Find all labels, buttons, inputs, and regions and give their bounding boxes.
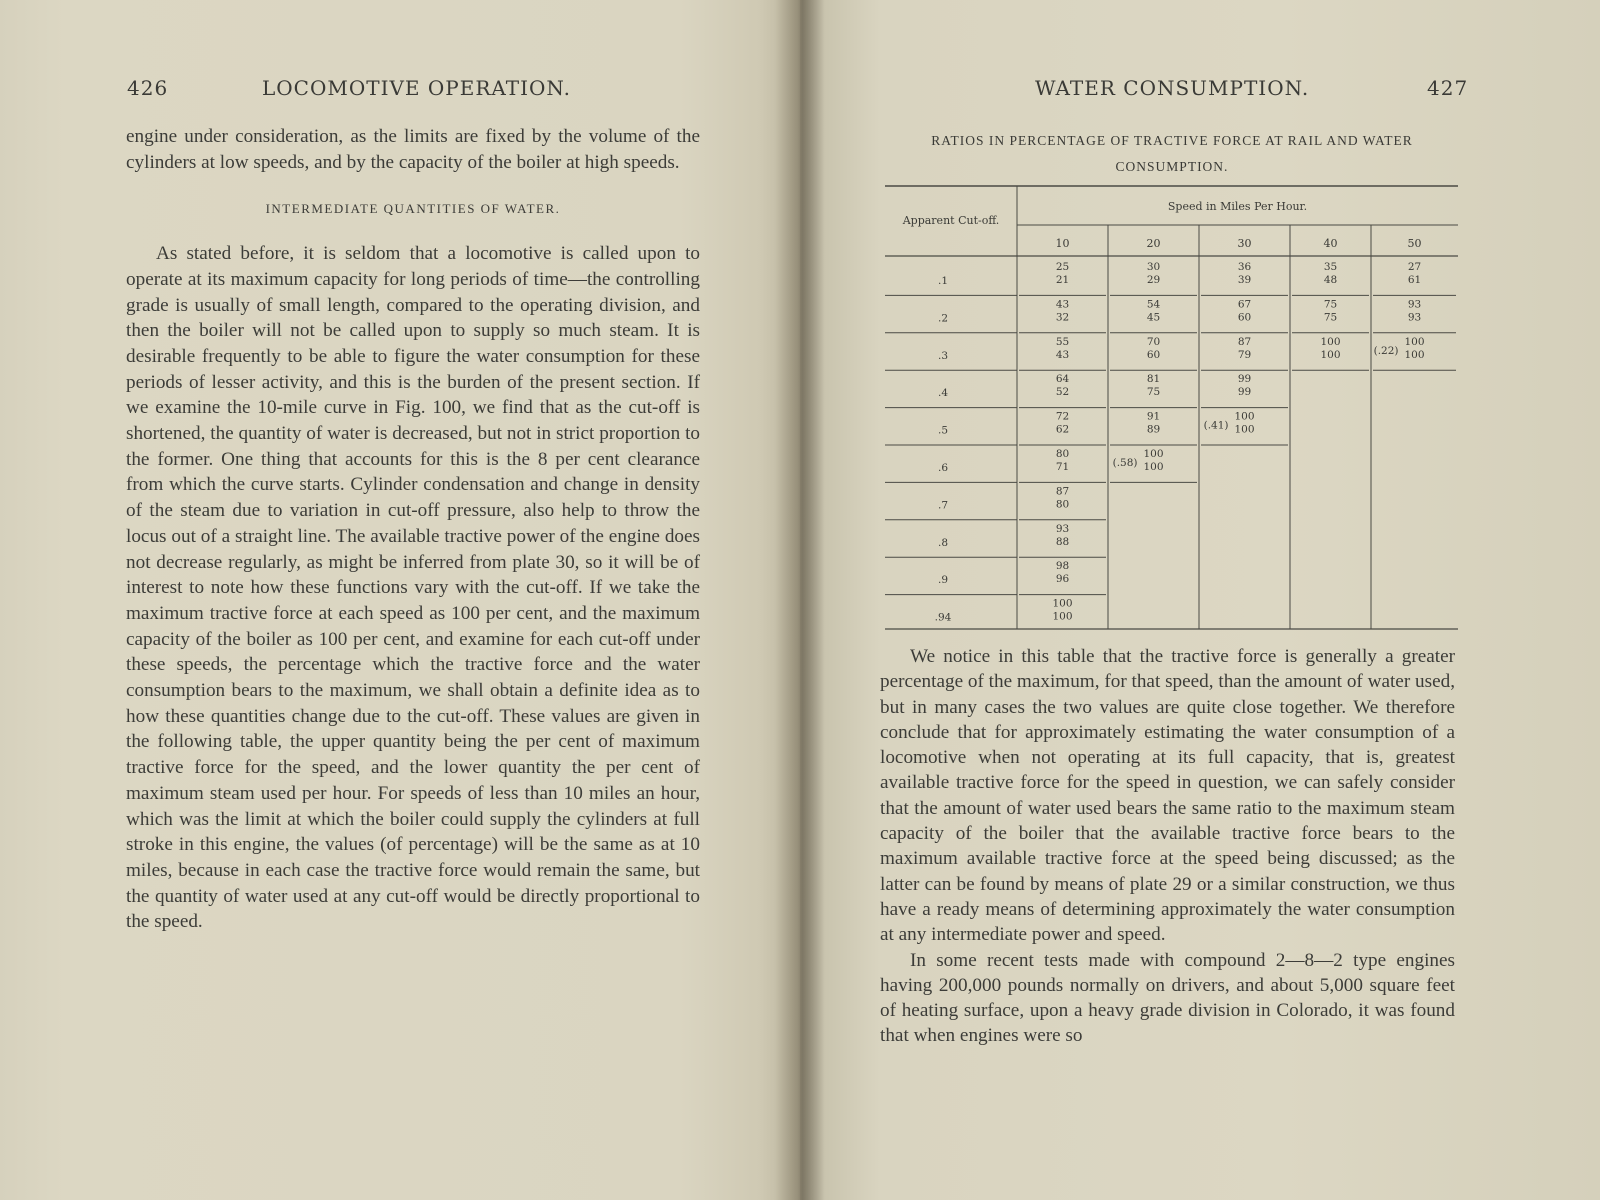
limit-cutoff-note: (.22) (1373, 344, 1399, 357)
cutoff-header-label: Apparent Cut-off. (902, 214, 1000, 227)
water-consumption-value: 100 (1234, 423, 1255, 436)
water-consumption-value: 75 (1323, 311, 1338, 324)
water-consumption-value: 71 (1055, 461, 1070, 473)
cutoff-row-label: .4 (937, 387, 949, 400)
left-paragraph-1: engine under consideration, as the limits are fixed by the volume of the cylinders at low speeds, and by the capacity of the boiler at high speeds. (126, 126, 700, 173)
water-consumption-value: 52 (1055, 386, 1070, 399)
tractive-force-value: 80 (1055, 448, 1070, 460)
left-paragraph-2: As stated before, it is seldom that a locomotive is called upon to operate at its maximum capacity for long periods of time—the controlling grade is usually of small length, compared to the operating division, and then the boiler will not be called upon to supply so much steam. It is desirable frequently to be able to figure the water consumption for these periods of lesser activity, and this is the burden of the present section. If we examine the 10-mile curve in Fig. 100, we find that as the cut-off is shortened, the quantity of water is decreased, but not in strict proportion to the former. One thing that accounts for this is the 8 per cent clearance from which the curve starts. Cylinder condensation and change in density of the steam due to variation in cut-off pressure, also help to throw the locus out of a straight line. The available tractive power of the engine does not decrease regularly, as might be inferred from plate 30, so it will be of interest to note how these functions vary with the cut-off. If we take the maximum tractive force at each speed as 100 per cent, and the maximum capacity of the boiler as 100 per cent, and examine for each cut-off under these speeds, the percentage which the tractive force and the water consumption bears to the maximum, we shall obtain a definite idea as to how these quantities change due to the cut-off. These values are given in the following table, the upper quantity being the per cent of maximum tractive force for the speed, and the lower quantity the per cent of maximum steam used per hour. For speeds of less than 10 miles an hour, which was the limit at which the boiler could supply the cylinders at full stroke in this engine, the values (of percentage) will be the same as at 10 miles, because in each case the tractive force would remain the same, but the quantity of water used at any cut-off would be directly proportional to the speed. (126, 243, 700, 933)
right-paragraph-2: In some recent tests made with compound 2—8—2 type engines having 200,000 pounds normally on drivers, and about 5,000 square feet of heating surface, upon a heavy grade division in Colorado, it was found that when engines were so (880, 949, 1455, 1047)
tractive-force-value: 87 (1055, 485, 1070, 498)
right-page-number: 427 (1427, 76, 1469, 100)
water-consumption-value: 100 (1143, 461, 1164, 473)
tractive-force-value: 64 (1055, 373, 1070, 386)
tractive-force-value: 100 (1143, 448, 1164, 460)
tractive-force-value: 70 (1146, 335, 1161, 348)
tractive-force-value: 54 (1146, 298, 1161, 311)
water-consumption-value: 79 (1237, 348, 1252, 361)
water-consumption-value: 39 (1237, 274, 1252, 286)
left-page-number: 426 (127, 76, 169, 100)
tractive-force-value: 81 (1146, 373, 1161, 386)
right-paragraph-1: We notice in this table that the tractive force is generally a greater percentage of the maximum, for that speed, than the amount of water used, but in many cases the two values are quite close together. We therefore conclude that for approximately estimating the water consumption of a locomotive when not operating at its full capacity, that is, greatest available tractive force for the speed in question, we can safely consider that the amount of water used bears the same ratio to the maximum steam capacity of the boiler that the available tractive force bears to the maximum available tractive force at the speed being discussed; as the latter can be found by means of plate 29 or a similar construction, we thus have a ready means of determining approximately the water consumption at any intermediate power and speed. (880, 646, 1455, 946)
limit-cutoff-note: (.41) (1203, 419, 1229, 432)
tractive-force-value: 27 (1407, 261, 1422, 273)
water-consumption-value: 61 (1407, 274, 1422, 286)
water-consumption-value: 21 (1055, 274, 1070, 286)
water-consumption-value: 48 (1323, 274, 1338, 286)
table-title: RATIOS IN PERCENTAGE OF TRACTIVE FORCE AT RAIL AND WATER CONSUMPTION. (931, 133, 1413, 174)
tractive-force-value: 100 (1320, 335, 1341, 348)
speed-column-header: 30 (1237, 237, 1252, 250)
tractive-force-value: 87 (1237, 335, 1252, 348)
tractive-force-value: 67 (1237, 298, 1252, 311)
water-consumption-value: 43 (1055, 348, 1070, 361)
water-consumption-value: 99 (1237, 386, 1252, 399)
tractive-force-value: 30 (1146, 261, 1161, 273)
tractive-force-value: 99 (1237, 373, 1252, 386)
water-consumption-value: 80 (1055, 498, 1070, 511)
water-consumption-value: 100 (1404, 348, 1425, 361)
cutoff-row-label: .2 (937, 312, 949, 325)
tractive-force-value: 93 (1055, 522, 1070, 535)
water-consumption-value: 88 (1055, 535, 1070, 548)
cutoff-row-label: .3 (937, 349, 949, 362)
cutoff-row-label: .8 (937, 536, 949, 549)
tractive-force-value: 93 (1407, 298, 1422, 311)
cutoff-row-label: .94 (934, 611, 952, 624)
water-consumption-value: 32 (1055, 311, 1070, 324)
water-consumption-value: 62 (1055, 423, 1070, 436)
speed-column-header: 50 (1407, 237, 1422, 250)
water-consumption-value: 93 (1407, 311, 1422, 324)
cutoff-row-label: .7 (937, 499, 949, 512)
cutoff-row-label: .5 (937, 424, 949, 437)
water-consumption-value: 96 (1055, 573, 1070, 586)
water-consumption-value: 100 (1320, 348, 1341, 361)
tractive-force-value: 35 (1323, 261, 1338, 273)
tractive-force-value: 98 (1055, 560, 1070, 573)
water-consumption-value: 60 (1237, 311, 1252, 324)
speed-column-header: 20 (1146, 237, 1161, 250)
tractive-force-value: 100 (1404, 335, 1425, 348)
water-consumption-value: 89 (1146, 423, 1161, 436)
limit-cutoff-note: (.58) (1112, 457, 1138, 469)
cutoff-row-label: .6 (937, 462, 949, 474)
speed-column-header: 10 (1055, 237, 1070, 250)
left-running-head: LOCOMOTIVE OPERATION. (262, 76, 571, 100)
tractive-force-value: 100 (1052, 597, 1073, 610)
section-heading: INTERMEDIATE QUANTITIES OF WATER. (265, 201, 561, 217)
cutoff-row-label: .1 (937, 275, 949, 287)
right-text-block (880, 644, 1455, 1049)
water-consumption-value: 45 (1146, 311, 1161, 324)
tractive-force-value: 100 (1234, 410, 1255, 423)
tractive-force-value: 91 (1146, 410, 1161, 423)
right-running-head: WATER CONSUMPTION. (1035, 76, 1310, 100)
tractive-force-value: 43 (1055, 298, 1070, 311)
tractive-force-value: 25 (1055, 261, 1070, 273)
tractive-force-value: 36 (1237, 261, 1252, 273)
water-consumption-value: 75 (1146, 386, 1161, 399)
tractive-force-value: 72 (1055, 410, 1070, 423)
tractive-force-value: 55 (1055, 335, 1070, 348)
water-consumption-value: 60 (1146, 348, 1161, 361)
speed-column-header: 40 (1323, 237, 1338, 250)
speed-header-label: Speed in Miles Per Hour. (1167, 200, 1308, 213)
cutoff-row-label: .9 (937, 574, 949, 587)
water-consumption-value: 29 (1146, 274, 1161, 286)
water-consumption-value: 100 (1052, 610, 1073, 623)
tractive-force-value: 75 (1323, 298, 1338, 311)
